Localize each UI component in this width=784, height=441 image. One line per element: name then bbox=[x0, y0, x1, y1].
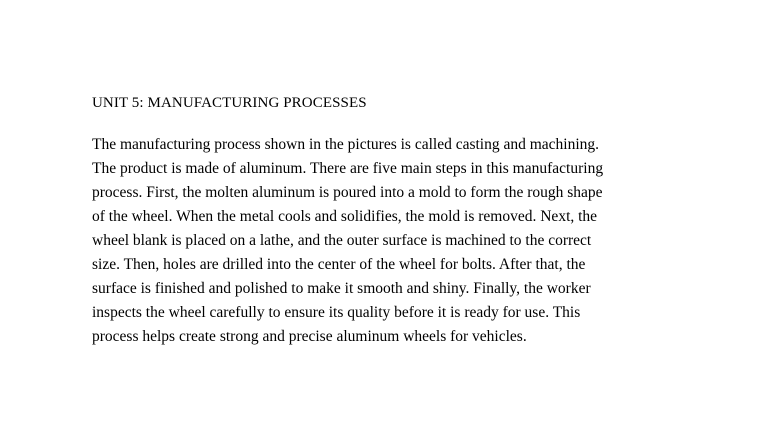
paragraph-line: size. Then, holes are drilled into the center of the wheel for bolts. After that, the bbox=[92, 256, 586, 273]
body-paragraph bbox=[92, 133, 692, 349]
paragraph-line: surface is finished and polished to make it smooth and shiny. Finally, the worker bbox=[92, 280, 591, 297]
unit-heading: UNIT 5: MANUFACTURING PROCESSES bbox=[92, 95, 367, 111]
paragraph-line: process. First, the molten aluminum is poured into a mold to form the rough shape bbox=[92, 184, 603, 201]
paragraph-line: inspects the wheel carefully to ensure its quality before it is ready for use. This bbox=[92, 304, 581, 321]
paragraph-line: of the wheel. When the metal cools and solidifies, the mold is removed. Next, the bbox=[92, 208, 598, 225]
paragraph-line: The product is made of aluminum. There are five main steps in this manufacturing bbox=[92, 160, 604, 177]
paragraph-line: The manufacturing process shown in the pictures is called casting and machining. bbox=[92, 136, 600, 153]
paragraph-line: wheel blank is placed on a lathe, and the outer surface is machined to the correct bbox=[92, 232, 592, 249]
paragraph-line: process helps create strong and precise aluminum wheels for vehicles. bbox=[92, 328, 527, 345]
